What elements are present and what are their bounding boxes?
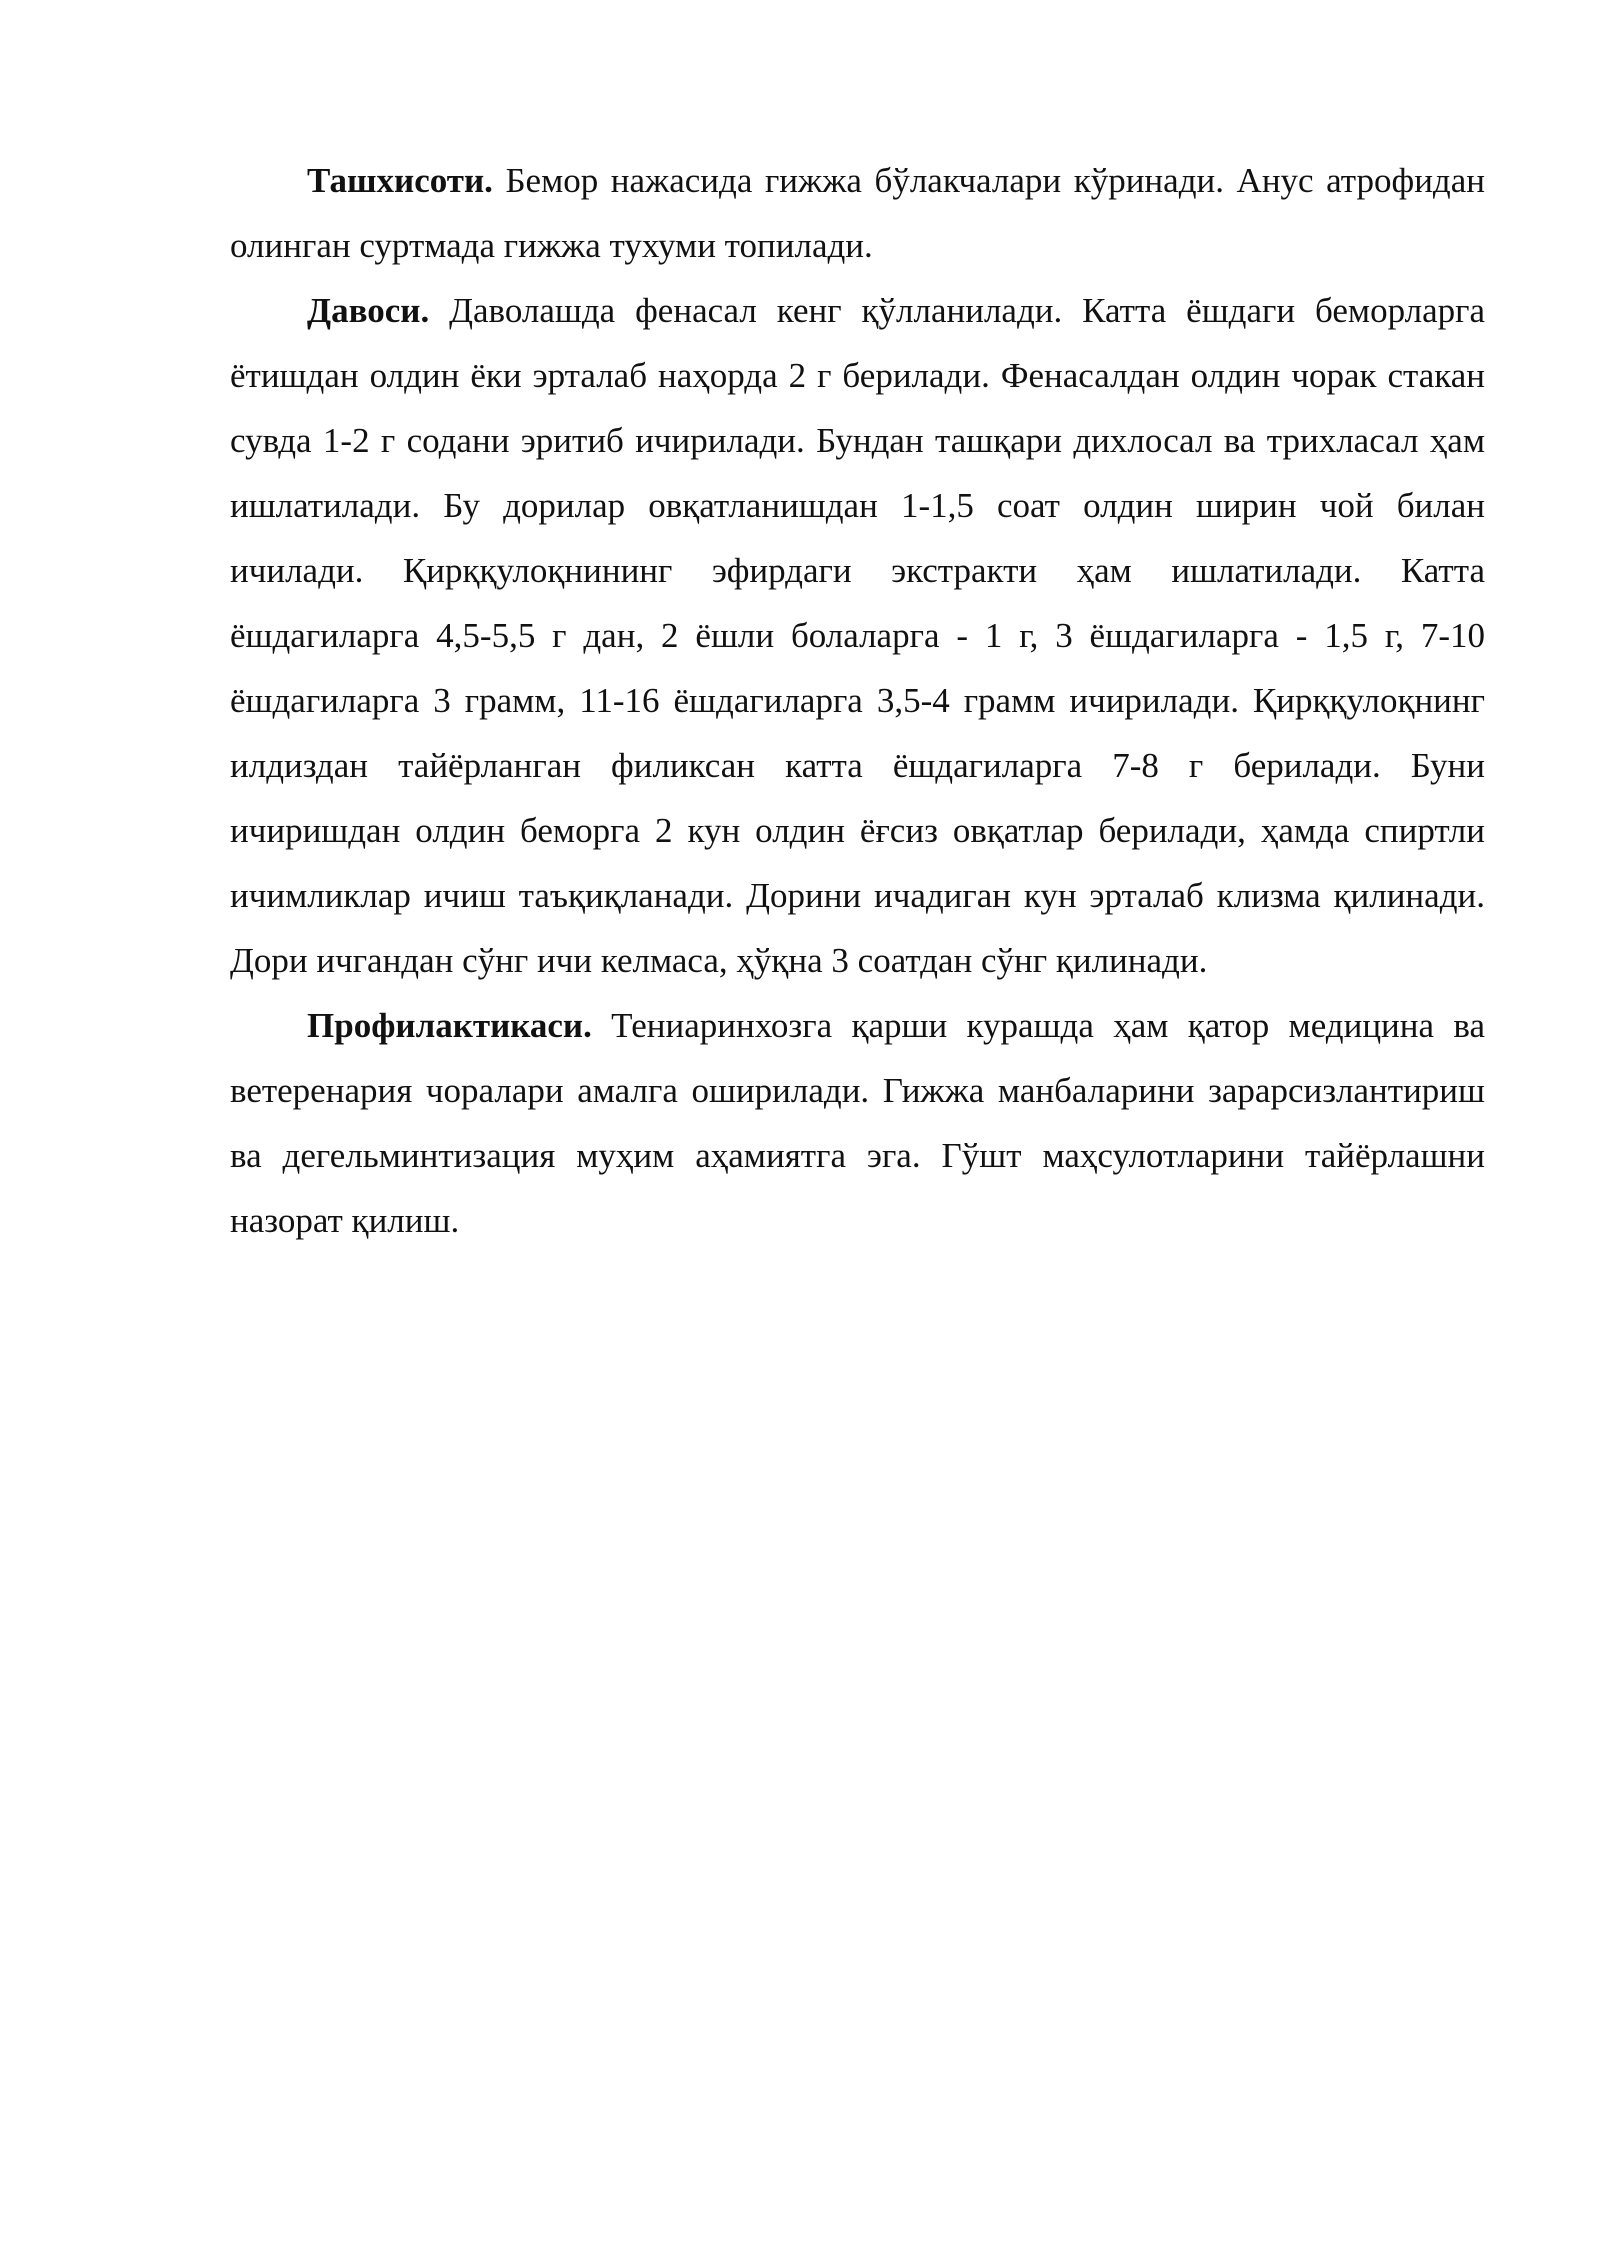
paragraph-diagnosis — [230, 148, 1485, 278]
paragraph-diagnosis-text: Бемор нажасида гижжа бўлакчалари кўринади. Анус атрофидан олинган суртмада гижжа тухуми топилади. — [230, 161, 1485, 265]
paragraph-treatment-text: Даволашда фенасал кенг қўлланилади. Катта ёшдаги беморларга ётишдан олдин ёки эрталаб наҳорда 2 г берилади. Фенасалдан олдин чорак стакан сувда 1-2 г содани эритиб ичирилади. Бундан ташқари дихлосал ва трихласал ҳам ишлатилади. Бу дорилар овқатланишдан 1-1,5 соат олдин ширин чой билан ичилади. Қирққулоқнининг эфирдаги экстракти ҳам ишлатилади. Катта ёшдагиларга 4,5-5,5 г дан, 2 ёшли болаларга - 1 г, 3 ёшдагиларга - 1,5 г, 7-10 ёшдагиларга 3 грамм, 11-16 ёшдагиларга 3,5-4 грамм ичирилади. Қирққулоқнинг илдиздан тайёрланган филиксан катта ёшдагиларга 7-8 г берилади. Буни ичиришдан олдин беморга 2 кун олдин ёғсиз овқатлар берилади, ҳамда спиртли ичимликлар ичиш таъқиқланади. Дорини ичадиган кун эрталаб клизма қилинади. Дори ичгандан сўнг ичи келмаса, ҳўқна 3 соатдан сўнг қилинади. — [230, 291, 1485, 980]
paragraph-treatment — [230, 278, 1485, 993]
document-page — [230, 148, 1485, 1253]
paragraph-prevention — [230, 993, 1485, 1253]
heading-treatment: Давоси. — [307, 291, 430, 330]
heading-prevention: Профилактикаси. — [307, 1006, 592, 1045]
heading-diagnosis: Ташхисоти. — [307, 161, 493, 200]
paragraph-prevention-text: Тениаринхозга қарши курашда ҳам қатор медицина ва ветеренария чоралари амалга оширилади. Гижжа манбаларини зарарсизлантириш ва дегельминтизация муҳим аҳамиятга эга. Гўшт маҳсулотларини тайёрлашни назорат қилиш. — [230, 1006, 1485, 1240]
